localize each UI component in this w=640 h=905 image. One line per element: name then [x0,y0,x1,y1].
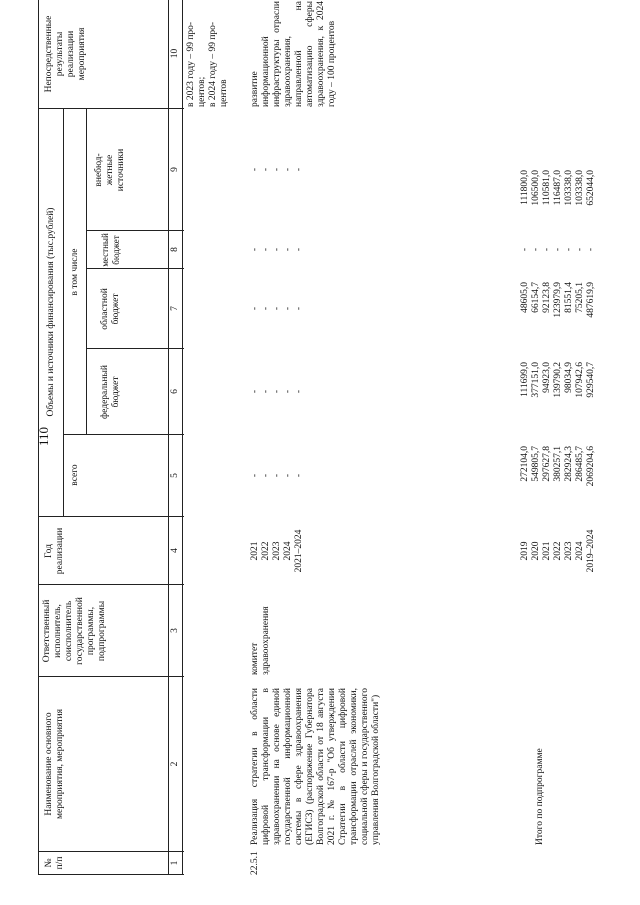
totals-local: - [531,247,541,252]
activity-year: 2021 [250,541,260,561]
totals-federal: 111699,0 [520,362,530,397]
totals-year: 2023 [564,541,574,561]
totals-extra: 106500,0 [531,170,541,206]
page-number: 110 [36,426,51,446]
colnum-6: 6 [170,389,180,394]
header-regional: областной бюджет [100,288,121,330]
totals-extra: 116487,0 [553,170,563,206]
dash-cell: - [250,247,260,252]
header-bottom-border [168,0,169,875]
colnum-7: 7 [170,306,180,311]
totals-local: - [564,247,574,252]
col-border-0 [38,874,184,875]
dash-cell: - [272,389,282,394]
activity-year: 2023 [272,541,282,561]
colnum-4: 4 [170,548,180,553]
header-executor: Ответственный исполнитель, соисполнитель государственной программы, подпрограммы [42,597,107,665]
dash-cell: - [294,389,304,394]
dash-cell: - [294,473,304,478]
header-federal: федеральный бюджет [100,365,121,419]
dash-cell: - [250,306,260,311]
totals-total: 549805,7 [531,446,541,482]
header-activity-name: Наименование основного мероприятия, мероприятия [44,709,65,819]
totals-year: 2024 [575,541,585,561]
totals-year: 2019 [520,541,530,561]
totals-regional: 75205,1 [575,282,585,313]
col-border-2 [38,676,184,677]
col-border-1 [38,851,184,852]
totals-regional: 81551,4 [564,282,574,313]
header-funding: Объемы и источники финансирования (тыс.рублей) [46,207,56,417]
activity-description: Реализация стратегии в области цифровой трансформации в здравоохранении на основе единой государственной информационной системы в сфере здравоохранения (ЕГИСЗ) (распоряжение Губернатора Волгоградской области от 18 августа 2021 г. № 167-р "Об утверждении Стратегии в области цифровой трансформации отраслей экономики, социальной сферы и государственного управления Волгоградской области") [250,688,381,845]
totals-extra: 111800,0 [520,170,530,205]
dash-cell: - [283,473,293,478]
colnum-2: 2 [170,761,180,767]
dash-cell: - [261,389,271,394]
totals-total: 286485,7 [575,446,585,482]
header-results: Непосредственные результаты реализации мероприятия [44,15,87,93]
totals-regional: 48605,0 [520,282,530,313]
totals-regional: 66154,7 [531,282,541,313]
totals-federal: 139790,2 [553,362,563,398]
totals-local: - [586,247,596,252]
dash-cell: - [250,389,260,394]
totals-total: 380257,1 [553,446,563,482]
totals-year: 2022 [553,541,563,561]
dash-cell: - [272,247,282,252]
totals-federal: 94923,0 [542,362,552,393]
totals-total: 297627,8 [542,446,552,482]
totals-federal: 377151,0 [531,362,541,398]
totals-federal: 98034,9 [564,362,574,393]
activity-year: 2021–2024 [294,529,304,573]
totals-extra: 103338,0 [575,170,585,206]
activity-executor: комитет здравоохранения [250,606,271,675]
dash-cell: - [261,247,271,252]
colnum-3: 3 [170,628,180,633]
activity-year: 2022 [261,541,271,561]
totals-year: 2020 [531,541,541,561]
header-extra: внебюд- жетные источники [94,148,126,192]
col-border-3 [38,584,184,585]
totals-extra: 652044,0 [586,170,596,206]
dash-cell: - [283,389,293,394]
totals-local: - [542,247,552,252]
header-year: Год реализации [44,527,65,575]
dash-cell: - [294,167,304,172]
totals-total: 2069204,6 [586,446,596,487]
totals-federal: 929540,7 [586,362,596,398]
dash-cell: - [283,247,293,252]
dash-cell: - [250,473,260,478]
activity-result: развитие информационной инфраструктуры отрасли здравоохранения, направленной на автоматизацию сферы здравоохранения, к 2024 году – 100 процентов [250,1,337,107]
header-in-that: в том числе [70,248,80,296]
totals-total: 272104,0 [520,446,530,482]
dash-cell: - [250,167,260,172]
col-border-9 [38,108,184,109]
totals-label: Итого по подпрограмме [535,748,545,845]
colnum-10: 10 [170,48,180,59]
colnum-5: 5 [170,473,180,478]
totals-local: - [553,247,563,252]
header-number: № п/п [44,856,65,870]
totals-regional: 487619,9 [586,282,596,318]
dash-cell: - [261,473,271,478]
totals-regional: 123979,9 [553,282,563,318]
totals-local: - [520,247,530,252]
col-border-5 [63,434,184,435]
header-local: местный бюджет [100,233,121,267]
funding-header-rule [63,109,64,517]
dash-cell: - [272,473,282,478]
header-total: всего [70,464,80,486]
col-border-4 [38,516,184,517]
carryover-result: в 2023 году – 99 про- центов; в 2024 году – 99 про- центов [186,21,229,107]
dash-cell: - [283,306,293,311]
colnum-row-bottom-border [182,0,183,875]
dash-cell: - [283,167,293,172]
totals-federal: 107942,6 [575,362,585,398]
totals-year: 2021 [542,541,552,561]
dash-cell: - [261,167,271,172]
colnum-1: 1 [170,860,180,866]
subheader-rule [86,109,87,435]
activity-year: 2024 [283,541,293,561]
dash-cell: - [294,247,304,252]
dash-cell: - [272,306,282,311]
totals-regional: 92123,8 [542,282,552,313]
table-top-border [38,0,39,875]
totals-extra: 103338,0 [564,170,574,206]
colnum-8: 8 [170,247,180,252]
dash-cell: - [261,306,271,311]
totals-extra: 110581,0 [542,170,552,206]
totals-total: 282924,3 [564,446,574,482]
totals-local: - [575,247,585,252]
activity-number: 22.5.1 [250,851,260,875]
dash-cell: - [294,306,304,311]
totals-year: 2019–2024 [586,529,596,573]
colnum-9: 9 [170,167,180,172]
dash-cell: - [272,167,282,172]
